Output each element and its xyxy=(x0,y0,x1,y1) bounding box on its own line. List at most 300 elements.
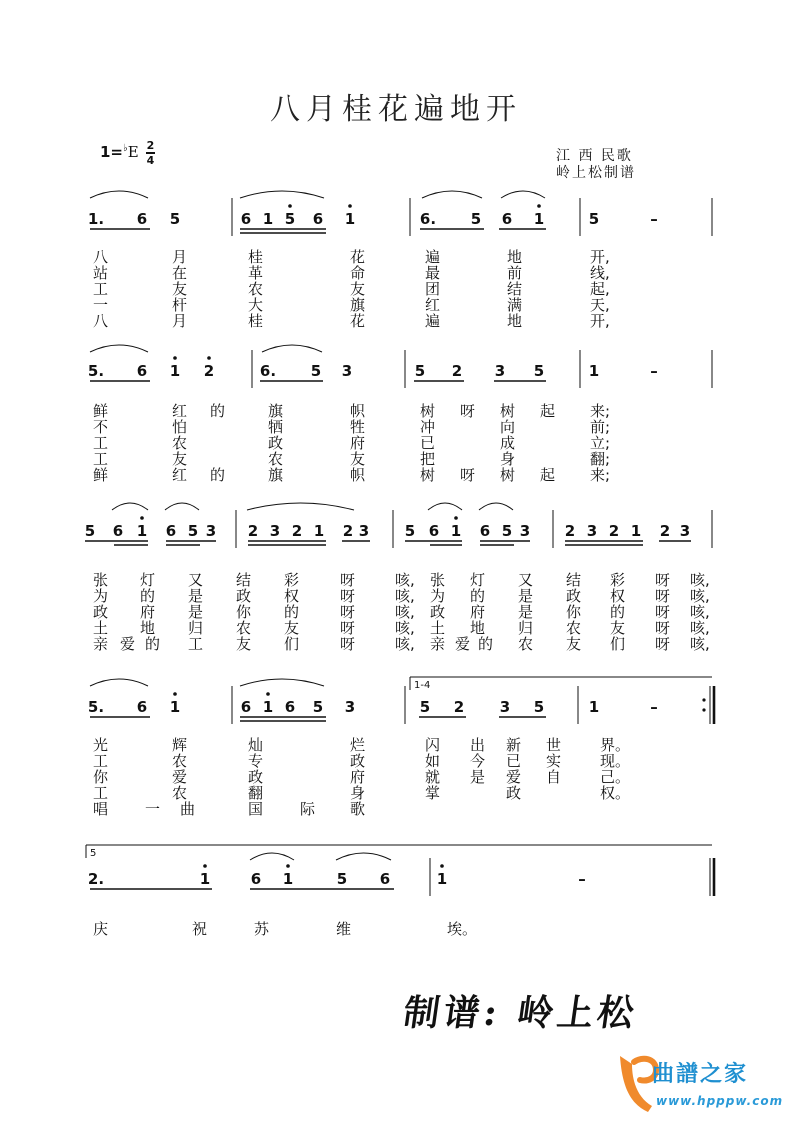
lyric-s0-v3-5: 满 xyxy=(507,296,523,314)
slur-4-1 xyxy=(336,853,391,860)
lyric-s1-v3-4: 把 xyxy=(420,450,436,468)
slur-0-0 xyxy=(90,191,148,198)
note-s1-12: – xyxy=(650,362,658,380)
lyric-s2-v2-0: 政 xyxy=(93,603,109,621)
note-s2-23: 3 xyxy=(679,522,691,540)
lyric-s2-v4-15: 咳, xyxy=(690,635,710,653)
lyric-s0-v1-4: 最 xyxy=(425,264,441,282)
lyric-s1-v0-7: 树 xyxy=(500,402,516,420)
slur-3-0 xyxy=(90,679,148,686)
lyric-s0-v3-2: 大 xyxy=(248,296,264,314)
note-s0-12: 5 xyxy=(588,210,600,228)
lyric-s2-v4-0: 亲 xyxy=(93,635,109,653)
repeat-dot-bottom-3 xyxy=(702,708,705,711)
octave-dot-0-1 xyxy=(288,204,292,208)
note-s4-5: 6 xyxy=(379,870,391,888)
slur-1-1 xyxy=(262,345,322,352)
lyric-s2-v0-12: 呀 xyxy=(655,571,671,589)
note-s2-13: 6 xyxy=(428,522,440,540)
lyric-s2-v3-6: 咳, xyxy=(395,619,415,637)
lyric-s3-v0-7: 世 xyxy=(546,736,562,754)
lyric-s3-v1-0: 工 xyxy=(93,752,109,770)
lyric-s2-v1-4: 权 xyxy=(284,587,300,605)
note-s3-13: – xyxy=(650,698,658,716)
octave-dot-1-1 xyxy=(207,356,211,360)
time-top: 2 xyxy=(146,139,155,152)
note-s3-11: 5 xyxy=(533,698,545,716)
lyric-s3-v0-4: 闪 xyxy=(425,736,441,754)
lyric-s4-v0-4: 埃。 xyxy=(447,920,478,938)
lyric-s1-v3-5: 身 xyxy=(500,450,516,468)
lyric-s0-v2-1: 友 xyxy=(172,280,188,298)
lyric-s1-v4-2: 的 xyxy=(210,466,226,484)
lyric-s2-v2-7: 政 xyxy=(430,603,446,621)
lyric-s0-v1-6: 线, xyxy=(590,264,610,282)
lyric-s3-v4-2: 曲 xyxy=(180,800,196,818)
note-s3-10: 3 xyxy=(499,698,511,716)
lyric-s2-v2-5: 呀 xyxy=(340,603,356,621)
lyric-s2-v4-12: 友 xyxy=(566,635,582,653)
lyric-s2-v4-14: 呀 xyxy=(655,635,671,653)
lyric-s1-v2-5: 成 xyxy=(500,434,516,452)
lyric-s3-v3-1: 农 xyxy=(172,784,188,802)
lyric-s3-v1-3: 政 xyxy=(350,752,366,770)
lyric-s3-v4-1: 一 xyxy=(145,800,161,818)
lyric-s0-v0-1: 月 xyxy=(172,248,188,266)
note-s2-18: 2 xyxy=(564,522,576,540)
note-s2-4: 5 xyxy=(187,522,199,540)
lyric-s0-v4-6: 开, xyxy=(590,312,610,330)
lyric-s1-v2-3: 府 xyxy=(350,434,366,452)
slur-4-0 xyxy=(250,853,294,860)
lyric-s1-v0-2: 的 xyxy=(210,402,226,420)
lyric-s2-v1-2: 是 xyxy=(188,587,204,605)
octave-dot-3-0 xyxy=(173,692,177,696)
note-s0-13: – xyxy=(650,210,658,228)
lyric-s0-v3-4: 红 xyxy=(425,296,441,314)
note-s1-9: 3 xyxy=(494,362,506,380)
lyric-s2-v1-1: 的 xyxy=(140,587,156,605)
lyric-s2-v3-12: 呀 xyxy=(655,619,671,637)
note-s2-14: 1 xyxy=(450,522,462,540)
lyric-s0-v1-3: 命 xyxy=(350,264,366,282)
note-s4-4: 5 xyxy=(336,870,348,888)
note-s4-7: – xyxy=(578,870,586,888)
lyric-s2-v2-11: 的 xyxy=(610,603,626,621)
note-s3-1: 6 xyxy=(136,698,148,716)
note-s2-11: 3 xyxy=(358,522,370,540)
lyric-s0-v3-1: 杆 xyxy=(172,296,188,314)
lyric-s2-v4-11: 农 xyxy=(518,635,534,653)
lyric-s3-v2-5: 是 xyxy=(470,768,486,786)
lyric-s1-v0-5: 树 xyxy=(420,402,436,420)
lyric-s1-v4-4: 帜 xyxy=(350,466,366,484)
lyric-s2-v4-9: 爱 xyxy=(455,635,471,653)
lyric-s1-v2-2: 政 xyxy=(268,434,284,452)
lyric-s2-v0-8: 灯 xyxy=(470,571,486,589)
lyric-s2-v4-7: 咳, xyxy=(395,635,415,653)
lyric-s1-v2-0: 工 xyxy=(93,434,109,452)
lyric-s2-v3-9: 归 xyxy=(518,619,534,637)
lyric-s3-v1-8: 现。 xyxy=(600,752,631,770)
lyric-s0-v4-4: 遍 xyxy=(425,312,441,330)
lyric-s2-v1-10: 政 xyxy=(566,587,582,605)
lyric-s2-v2-12: 呀 xyxy=(655,603,671,621)
octave-dot-4-1 xyxy=(286,864,290,868)
lyric-s3-v4-3: 国 xyxy=(248,800,264,818)
lyric-s1-v1-3: 牲 xyxy=(350,418,366,436)
lyric-s2-v3-0: 土 xyxy=(93,619,109,637)
lyric-s2-v0-7: 张 xyxy=(430,571,446,589)
lyric-s2-v3-7: 土 xyxy=(430,619,446,637)
lyric-s2-v2-1: 府 xyxy=(140,603,156,621)
lyric-s2-v1-0: 为 xyxy=(93,587,109,605)
octave-dot-0-2 xyxy=(537,204,541,208)
note-s2-10: 2 xyxy=(342,522,354,540)
note-s1-5: 5 xyxy=(310,362,322,380)
note-s3-4: 1 xyxy=(262,698,274,716)
lyric-s2-v0-13: 咳, xyxy=(690,571,710,589)
slur-2-3 xyxy=(428,503,462,510)
lyric-s3-v2-7: 自 xyxy=(546,768,562,786)
lyric-s2-v3-5: 呀 xyxy=(340,619,356,637)
lyric-s3-v0-1: 辉 xyxy=(172,736,188,754)
note-s2-2: 1 xyxy=(136,522,148,540)
note-s3-2: 1 xyxy=(169,698,181,716)
lyric-s4-v0-2: 苏 xyxy=(254,920,270,938)
lyric-s3-v0-3: 烂 xyxy=(350,736,366,754)
note-s0-3: 6 xyxy=(240,210,252,228)
lyric-s2-v0-9: 又 xyxy=(518,571,534,589)
volta-second-label: 5 xyxy=(90,848,97,859)
lyric-s3-v3-6: 权。 xyxy=(600,784,631,802)
note-s2-19: 3 xyxy=(586,522,598,540)
note-s0-6: 6 xyxy=(312,210,324,228)
lyric-s1-v2-6: 立; xyxy=(590,434,611,452)
lyric-s0-v1-1: 在 xyxy=(172,264,188,282)
lyric-s2-v0-1: 灯 xyxy=(140,571,156,589)
note-s2-0: 5 xyxy=(84,522,96,540)
note-s2-9: 1 xyxy=(313,522,325,540)
lyric-s0-v2-4: 团 xyxy=(425,280,441,298)
lyric-s2-v0-4: 彩 xyxy=(284,571,300,589)
note-s4-1: 1 xyxy=(199,870,211,888)
lyric-s2-v4-10: 的 xyxy=(478,635,494,653)
slur-2-2 xyxy=(247,503,354,510)
note-s3-9: 2 xyxy=(453,698,465,716)
lyric-s2-v0-0: 张 xyxy=(93,571,109,589)
lyric-s3-v2-4: 就 xyxy=(425,768,441,786)
lyric-s0-v4-5: 地 xyxy=(507,312,523,330)
lyric-s1-v0-6: 呀 xyxy=(460,402,476,420)
octave-dot-4-0 xyxy=(203,864,207,868)
lyric-s2-v4-3: 工 xyxy=(188,635,204,653)
credit-arranger: 岭上松制谱 xyxy=(556,165,636,181)
lyric-s2-v1-8: 的 xyxy=(470,587,486,605)
octave-dot-3-1 xyxy=(266,692,270,696)
lyric-s0-v2-5: 结 xyxy=(507,280,523,298)
lyric-s3-v4-5: 歌 xyxy=(350,800,366,818)
lyric-s3-v3-5: 政 xyxy=(506,784,522,802)
note-s4-0: 2. xyxy=(87,870,105,888)
slur-0-1 xyxy=(240,191,324,198)
note-s2-12: 5 xyxy=(404,522,416,540)
lyric-s1-v4-5: 树 xyxy=(420,466,436,484)
lyric-s3-v2-1: 爱 xyxy=(172,768,188,786)
lyric-s1-v0-4: 帜 xyxy=(350,402,366,420)
page-title: 八月桂花遍地开 xyxy=(270,92,522,127)
note-s0-7: 1 xyxy=(344,210,356,228)
note-s3-0: 5. xyxy=(87,698,105,716)
lyric-s2-v2-8: 府 xyxy=(470,603,486,621)
lyric-s0-v0-2: 桂 xyxy=(248,248,264,266)
lyric-s3-v2-0: 你 xyxy=(93,768,109,786)
lyric-s2-v0-2: 又 xyxy=(188,571,204,589)
logo-name: 曲譜之家 xyxy=(652,1061,749,1087)
lyric-s0-v1-5: 前 xyxy=(507,264,523,282)
lyric-s1-v3-0: 工 xyxy=(93,450,109,468)
note-s0-0: 1. xyxy=(87,210,105,228)
lyric-s3-v0-8: 界。 xyxy=(600,736,631,754)
lyric-s0-v2-2: 农 xyxy=(248,280,264,298)
lyric-s0-v2-3: 友 xyxy=(350,280,366,298)
lyric-s2-v2-9: 是 xyxy=(518,603,534,621)
note-s2-21: 1 xyxy=(630,522,642,540)
lyric-s0-v4-0: 八 xyxy=(93,312,109,330)
lyric-s2-v1-13: 咳, xyxy=(690,587,710,605)
octave-dot-1-0 xyxy=(173,356,177,360)
note-s0-5: 5 xyxy=(284,210,296,228)
lyric-s2-v2-2: 是 xyxy=(188,603,204,621)
volta-first-label: 1-4 xyxy=(414,680,431,691)
octave-dot-2-0 xyxy=(140,516,144,520)
lyric-s0-v1-2: 革 xyxy=(248,264,264,282)
lyric-s2-v4-1: 爱 xyxy=(120,635,136,653)
slur-2-0 xyxy=(112,503,148,510)
note-s3-7: 3 xyxy=(344,698,356,716)
note-s3-6: 5 xyxy=(312,698,324,716)
note-s4-6: 1 xyxy=(436,870,448,888)
lyric-s1-v0-3: 旗 xyxy=(268,402,284,420)
note-s2-5: 3 xyxy=(205,522,217,540)
note-s1-4: 6. xyxy=(259,362,277,380)
lyric-s2-v4-8: 亲 xyxy=(430,635,446,653)
slur-0-3 xyxy=(501,191,545,198)
slur-2-1 xyxy=(165,503,199,510)
lyric-s2-v1-6: 咳, xyxy=(395,587,415,605)
lyric-s2-v4-4: 友 xyxy=(236,635,252,653)
lyric-s2-v1-3: 政 xyxy=(236,587,252,605)
lyric-s2-v0-10: 结 xyxy=(566,571,582,589)
lyric-s2-v3-8: 地 xyxy=(470,619,486,637)
lyric-s3-v3-2: 翻 xyxy=(248,784,264,802)
lyric-s1-v4-7: 树 xyxy=(500,466,516,484)
lyric-s2-v3-10: 农 xyxy=(566,619,582,637)
octave-dot-2-1 xyxy=(454,516,458,520)
lyric-s2-v2-4: 的 xyxy=(284,603,300,621)
note-s2-15: 6 xyxy=(479,522,491,540)
lyric-s1-v2-1: 农 xyxy=(172,434,188,452)
note-s1-6: 3 xyxy=(341,362,353,380)
note-s1-3: 2 xyxy=(203,362,215,380)
lyric-s3-v0-5: 出 xyxy=(470,736,486,754)
note-s3-3: 6 xyxy=(240,698,252,716)
note-s1-0: 5. xyxy=(87,362,105,380)
lyric-s3-v0-6: 新 xyxy=(506,736,522,754)
note-s1-10: 5 xyxy=(533,362,545,380)
lyric-s0-v3-3: 旗 xyxy=(350,296,366,314)
lyric-s2-v0-3: 结 xyxy=(236,571,252,589)
lyric-s2-v4-5: 们 xyxy=(284,635,300,653)
note-s0-11: 1 xyxy=(533,210,545,228)
lyric-s1-v3-3: 友 xyxy=(350,450,366,468)
lyric-s1-v0-1: 红 xyxy=(172,402,188,420)
lyric-s0-v0-5: 地 xyxy=(507,248,523,266)
lyric-s4-v0-3: 维 xyxy=(336,920,352,938)
lyric-s2-v1-5: 呀 xyxy=(340,587,356,605)
lyric-s2-v1-12: 呀 xyxy=(655,587,671,605)
lyric-s1-v3-6: 翻; xyxy=(590,450,611,468)
lyric-s2-v0-5: 呀 xyxy=(340,571,356,589)
lyric-s3-v1-2: 专 xyxy=(248,752,264,770)
note-s2-22: 2 xyxy=(659,522,671,540)
lyric-s1-v0-0: 鲜 xyxy=(93,402,109,420)
octave-dot-4-2 xyxy=(440,864,444,868)
note-s0-1: 6 xyxy=(136,210,148,228)
lyric-s1-v0-9: 来; xyxy=(590,402,611,420)
lyric-s2-v1-11: 权 xyxy=(610,587,626,605)
lyric-s1-v1-2: 牺 xyxy=(268,418,284,436)
lyric-s1-v4-3: 旗 xyxy=(268,466,284,484)
lyric-s4-v0-0: 庆 xyxy=(93,920,109,938)
note-s4-3: 1 xyxy=(282,870,294,888)
lyric-s3-v3-3: 身 xyxy=(350,784,366,802)
lyric-s1-v1-1: 怕 xyxy=(172,418,188,436)
flat-accidental-icon: ♭ xyxy=(123,143,128,154)
key-prefix: 1= xyxy=(100,143,124,161)
lyric-s0-v2-6: 起, xyxy=(590,280,610,298)
note-s2-17: 3 xyxy=(519,522,531,540)
key-note: E xyxy=(127,143,139,161)
lyric-s3-v2-6: 爱 xyxy=(506,768,522,786)
lyric-s3-v1-6: 已 xyxy=(506,752,522,770)
note-s2-1: 6 xyxy=(112,522,124,540)
lyric-s2-v3-1: 地 xyxy=(140,619,156,637)
lyric-s2-v2-6: 咳, xyxy=(395,603,415,621)
lyric-s2-v2-13: 咳, xyxy=(690,603,710,621)
lyric-s3-v1-7: 实 xyxy=(546,752,562,770)
lyric-s1-v4-0: 鲜 xyxy=(93,466,109,484)
lyric-s0-v0-4: 遍 xyxy=(425,248,441,266)
lyric-s2-v3-4: 友 xyxy=(284,619,300,637)
lyric-s4-v0-1: 祝 xyxy=(192,920,208,938)
note-s0-10: 6 xyxy=(501,210,513,228)
note-s2-8: 2 xyxy=(291,522,303,540)
lyric-s1-v3-1: 友 xyxy=(172,450,188,468)
lyric-s3-v0-0: 光 xyxy=(93,736,109,754)
note-s1-8: 2 xyxy=(451,362,463,380)
lyric-s2-v4-6: 呀 xyxy=(340,635,356,653)
lyric-s3-v0-2: 灿 xyxy=(248,736,264,754)
lyric-s2-v3-3: 农 xyxy=(236,619,252,637)
note-s4-2: 6 xyxy=(250,870,262,888)
lyric-s0-v0-0: 八 xyxy=(93,248,109,266)
lyric-s0-v2-0: 工 xyxy=(93,280,109,298)
note-s0-9: 5 xyxy=(470,210,482,228)
lyric-s0-v4-1: 月 xyxy=(172,312,188,330)
lyric-s2-v3-13: 咳, xyxy=(690,619,710,637)
lyric-s1-v1-4: 冲 xyxy=(420,418,436,436)
note-s1-1: 6 xyxy=(136,362,148,380)
lyric-s3-v2-8: 己。 xyxy=(600,768,631,786)
note-s2-3: 6 xyxy=(165,522,177,540)
lyric-s2-v0-6: 咳, xyxy=(395,571,415,589)
lyric-s1-v0-8: 起 xyxy=(540,402,556,420)
note-s0-4: 1 xyxy=(262,210,274,228)
lyric-s0-v3-0: 一 xyxy=(93,296,109,314)
note-s3-12: 1 xyxy=(588,698,600,716)
lyric-s2-v3-2: 归 xyxy=(188,619,204,637)
lyric-s3-v1-1: 农 xyxy=(172,752,188,770)
lyric-s2-v2-10: 你 xyxy=(566,603,582,621)
octave-dot-0-0 xyxy=(348,204,352,208)
slur-2-4 xyxy=(479,503,513,510)
slur-0-2 xyxy=(422,191,482,198)
lyric-s1-v1-5: 向 xyxy=(500,418,516,436)
lyric-s1-v4-6: 呀 xyxy=(460,466,476,484)
lyric-s1-v2-4: 已 xyxy=(420,434,436,452)
note-s3-5: 6 xyxy=(284,698,296,716)
lyric-s2-v2-3: 你 xyxy=(236,603,252,621)
lyric-s0-v3-6: 天, xyxy=(590,296,610,314)
signature: 制谱: 岭上松 xyxy=(400,992,641,1034)
lyric-s2-v1-9: 是 xyxy=(518,587,534,605)
lyric-s1-v3-2: 农 xyxy=(268,450,284,468)
repeat-dot-top-3 xyxy=(702,698,705,701)
lyric-s1-v4-9: 来; xyxy=(590,466,611,484)
lyric-s3-v3-0: 工 xyxy=(93,784,109,802)
lyric-s0-v0-6: 开, xyxy=(590,248,610,266)
lyric-s1-v4-8: 起 xyxy=(540,466,556,484)
slur-3-1 xyxy=(240,679,324,686)
lyric-s1-v1-0: 不 xyxy=(93,418,109,436)
logo-url: www.hpppw.com xyxy=(656,1094,784,1108)
lyric-s1-v4-1: 红 xyxy=(172,466,188,484)
note-s3-8: 5 xyxy=(419,698,431,716)
lyric-s0-v4-2: 桂 xyxy=(248,312,264,330)
note-s2-6: 2 xyxy=(247,522,259,540)
lyric-s2-v4-2: 的 xyxy=(145,635,161,653)
time-bottom: 4 xyxy=(146,153,155,167)
note-s2-20: 2 xyxy=(608,522,620,540)
lyric-s3-v1-4: 如 xyxy=(425,752,441,770)
lyric-s3-v3-4: 掌 xyxy=(425,784,441,802)
note-s1-11: 1 xyxy=(588,362,600,380)
lyric-s2-v0-11: 彩 xyxy=(610,571,626,589)
lyric-s1-v1-6: 前; xyxy=(590,418,611,436)
lyric-s3-v2-2: 政 xyxy=(248,768,264,786)
lyric-s2-v4-13: 们 xyxy=(610,635,626,653)
note-s2-7: 3 xyxy=(269,522,281,540)
lyric-s2-v1-7: 为 xyxy=(430,587,446,605)
lyric-s0-v0-3: 花 xyxy=(350,248,366,266)
credit-origin: 江 西 民歌 xyxy=(556,148,633,164)
note-s0-8: 6. xyxy=(419,210,437,228)
lyric-s0-v1-0: 站 xyxy=(93,264,109,282)
note-s2-16: 5 xyxy=(501,522,513,540)
lyric-s3-v4-0: 唱 xyxy=(93,800,109,818)
slur-1-0 xyxy=(90,345,148,352)
